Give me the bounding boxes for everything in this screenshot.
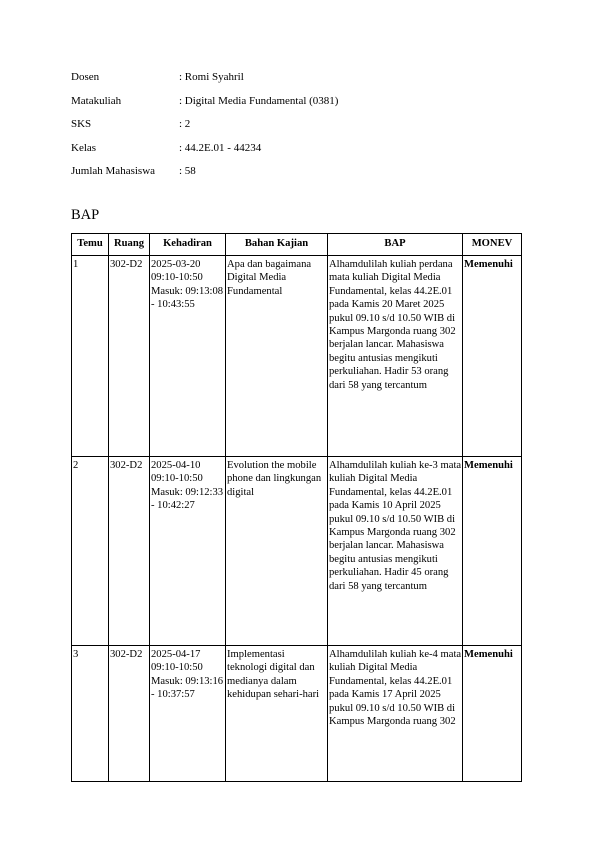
cell-monev: Memenuhi	[463, 256, 522, 457]
column-header-bahan-kajian: Bahan Kajian	[226, 234, 328, 256]
section-title: BAP	[71, 207, 100, 223]
info-value: : Romi Syahril	[179, 71, 244, 83]
info-value: : 58	[179, 165, 196, 178]
info-label: SKS	[71, 118, 92, 131]
info-label: Kelas	[71, 141, 97, 154]
cell-ruang: 302-D2	[109, 646, 150, 782]
table-row	[72, 646, 522, 782]
cell-kehadiran: 2025-03-20 09:10-10:50 Masuk: 09:13:08 - 10:43:55	[150, 256, 226, 457]
cell-bahan-kajian: Implementasi teknologi digital dan medianya dalam kehidupan sehari-hari	[226, 646, 328, 782]
cell-temu: 3	[72, 646, 109, 782]
table-row	[72, 256, 522, 457]
column-header-monev: MONEV	[463, 234, 522, 256]
bap-table	[71, 233, 522, 782]
course-info	[71, 70, 338, 188]
cell-ruang: 302-D2	[109, 256, 150, 457]
info-label: Dosen	[71, 71, 100, 83]
cell-bahan-kajian: Evolution the mobile phone dan lingkungan digital	[226, 457, 328, 646]
table-row	[72, 457, 522, 646]
info-row-kelas	[71, 141, 338, 165]
cell-monev: Memenuhi	[463, 646, 522, 782]
info-label: Jumlah Mahasiswa	[71, 165, 156, 178]
cell-monev: Memenuhi	[463, 457, 522, 646]
info-row-jumlah-mahasiswa	[71, 164, 338, 188]
cell-kehadiran: 2025-04-17 09:10-10:50 Masuk: 09:13:16 - 10:37:57	[150, 646, 226, 782]
column-header-bap: BAP	[328, 234, 463, 256]
info-value: : 44.2E.01 - 44234	[179, 141, 262, 154]
cell-kehadiran: 2025-04-10 09:10-10:50 Masuk: 09:12:33 - 10:42:27	[150, 457, 226, 646]
info-row-dosen	[71, 70, 338, 94]
table-header-row	[72, 234, 522, 256]
info-label: Matakuliah	[71, 94, 122, 107]
column-header-kehadiran: Kehadiran	[150, 234, 226, 256]
cell-temu: 2	[72, 457, 109, 646]
info-row-sks	[71, 117, 338, 141]
cell-ruang: 302-D2	[109, 457, 150, 646]
column-header-temu: Temu	[72, 234, 109, 256]
info-value: : Digital Media Fundamental (0381)	[179, 94, 339, 107]
cell-bahan-kajian: Apa dan bagaimana Digital Media Fundamental	[226, 256, 328, 457]
info-value: : 2	[179, 118, 191, 131]
info-row-matakuliah	[71, 94, 338, 118]
cell-temu: 1	[72, 256, 109, 457]
cell-bap: Alhamdulilah kuliah ke-3 mata kuliah Digital Media Fundamental, kelas 44.2E.01 pada Kamis 10 April 2025 pukul 09.10 s/d 10.50 WIB di Kampus Margonda ruang 302 berjalan lancar. Mahasiswa begitu antusias mengikuti perkuliahan. Hadir 45 orang dari 58 yang tercantum	[328, 457, 463, 646]
cell-bap: Alhamdulilah kuliah perdana mata kuliah Digital Media Fundamental, kelas 44.2E.01 pada Kamis 20 Maret 2025 pukul 09.10 s/d 10.50 WIB di Kampus Margonda ruang 302 berjalan lancar. Mahasiswa begitu antusias mengikuti perkuliahan. Hadir 53 orang dari 58 yang tercantum	[328, 256, 463, 457]
cell-bap: Alhamdulilah kuliah ke-4 mata kuliah Digital Media Fundamental, kelas 44.2E.01 pada Kamis 17 April 2025 pukul 09.10 s/d 10.50 WIB di Kampus Margonda ruang 302	[328, 646, 463, 782]
column-header-ruang: Ruang	[109, 234, 150, 256]
